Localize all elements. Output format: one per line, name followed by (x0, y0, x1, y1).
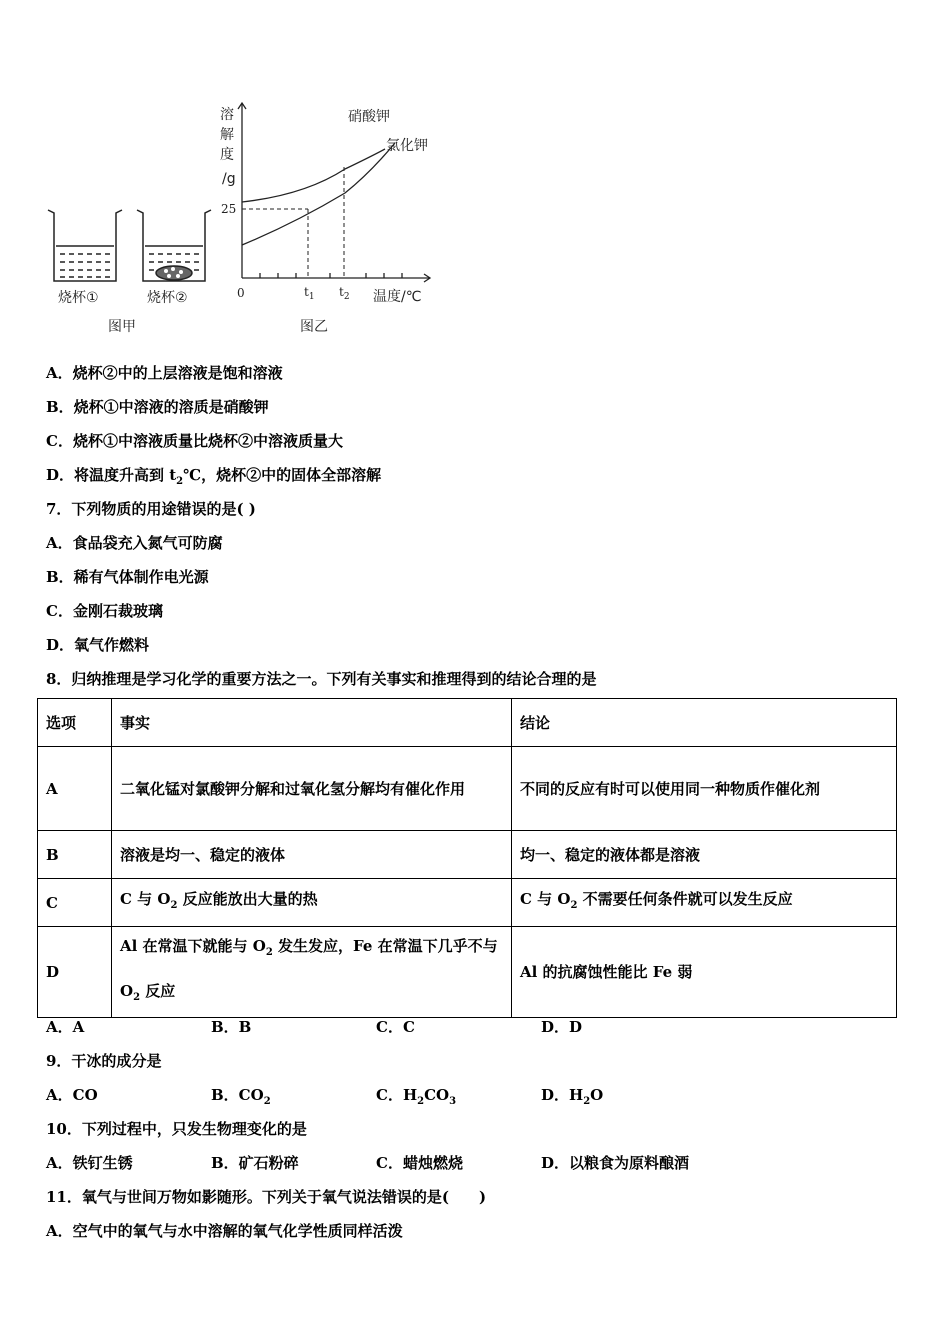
q9-option-b: B．$CO_2$ (211, 1086, 271, 1107)
beaker-1 (48, 210, 122, 281)
q10-option-c: C．蜡烛燃烧 (376, 1154, 463, 1172)
q7-stem: 7．下列物质的用途错误的是( ) (46, 500, 256, 518)
q9-option-d: D．$H_2O$ (541, 1086, 604, 1107)
table-row (38, 879, 897, 927)
row-d-conclusion: Al 的抗腐蚀性能比 Fe 弱 (512, 927, 897, 1018)
q8-answer-b: B．B (211, 1018, 252, 1036)
q11-stem: 11．氧气与世间万物如影随形。下列关于氧气说法错误的是( ) (46, 1188, 487, 1206)
header-conclusion: 结论 (512, 699, 897, 747)
table-row (38, 831, 897, 879)
beaker-2 (137, 210, 211, 281)
row-c-fact: C 与 $O_2$ 反应能放出大量的热 (112, 879, 512, 927)
header-option: 选项 (38, 699, 112, 747)
row-c-conclusion: C 与 $O_2$ 不需要任何条件就可以发生反应 (512, 879, 897, 927)
q8-table (37, 698, 897, 1018)
q7-option-c: C．金刚石裁玻璃 (46, 602, 163, 620)
q10-option-b: B．矿石粉碎 (211, 1154, 299, 1172)
q7-option-d: D．氧气作燃料 (46, 636, 150, 654)
table-row (38, 747, 897, 831)
t2-label: $t_2$ (339, 285, 350, 302)
y-label-4: /g (222, 171, 236, 187)
beaker-2-label: 烧杯② (147, 290, 188, 306)
row-a-conclusion: 不同的反应有时可以使用同一种物质作催化剂 (512, 747, 897, 831)
kcl-label: 氯化钾 (386, 138, 428, 154)
y-label-2: 解 (220, 127, 234, 143)
row-d-option: D (38, 927, 112, 1018)
row-c-option: C (38, 879, 112, 927)
row-b-conclusion: 均一、稳定的液体都是溶液 (512, 831, 897, 879)
q11-option-a: A．空气中的氧气与水中溶解的氧气化学性质同样活泼 (46, 1222, 403, 1240)
graph-axes (238, 103, 430, 282)
row-a-fact: 二氧化锰对氯酸钾分解和过氧化氢分解均有催化作用 (112, 747, 512, 831)
q10-stem: 10．下列过程中，只发生物理变化的是 (46, 1120, 307, 1138)
y-label-3: 度 (220, 147, 234, 163)
beaker-1-label: 烧杯① (58, 290, 99, 306)
kno3-curve (242, 143, 395, 245)
figure-svg (40, 95, 460, 340)
q7-option-a: A．食品袋充入氮气可防腐 (46, 534, 223, 552)
q9-option-a: A．CO (46, 1086, 98, 1104)
q8-answers (46, 1016, 582, 1037)
q9-stem: 9．干冰的成分是 (46, 1052, 162, 1070)
row-d-fact: Al 在常温下就能与 $O_2$ 发生发应，Fe 在常温下几乎不与 $O_2$ 反应 (112, 927, 512, 1018)
table-header-row (38, 699, 897, 747)
q6-option-b: B．烧杯①中溶液的溶质是硝酸钾 (46, 398, 269, 416)
row-a-option: A (38, 747, 112, 831)
figure-b-caption: 图乙 (300, 319, 328, 335)
q9-options (46, 1084, 603, 1107)
figure-a-caption: 图甲 (108, 319, 136, 335)
guide-lines (242, 167, 344, 278)
q9-option-c: C．$H_2CO_3$ (376, 1086, 457, 1107)
table-row (38, 927, 897, 1018)
q8-answer-d: D．D (541, 1018, 583, 1036)
q10-option-d: D．以粮食为原料酿酒 (541, 1154, 690, 1172)
q8-stem: 8．归纳推理是学习化学的重要方法之一。下列有关事实和推理得到的结论合理的是 (46, 670, 597, 688)
y-label-1: 溶 (220, 107, 234, 123)
q10-option-a: A．铁钉生锈 (46, 1154, 133, 1172)
q6-option-c: C．烧杯①中溶液质量比烧杯②中溶液质量大 (46, 432, 343, 450)
q6-option-d: D．将温度升高到 $t_2℃$，烧杯②中的固体全部溶解 (46, 466, 382, 487)
q8-answer-a: A．A (46, 1018, 85, 1036)
q7-option-b: B．稀有气体制作电光源 (46, 568, 209, 586)
q8-answer-c: C．C (376, 1018, 415, 1036)
row-b-option: B (38, 831, 112, 879)
kno3-label: 硝酸钾 (348, 109, 390, 125)
solubility-figure (40, 95, 460, 340)
x-axis-label: 温度/℃ (373, 289, 422, 305)
origin-label: 0 (237, 286, 245, 300)
q6-option-a: A．烧杯②中的上层溶液是饱和溶液 (46, 364, 283, 382)
header-fact: 事实 (112, 699, 512, 747)
q10-options (46, 1152, 689, 1173)
t1-label: $t_1$ (304, 285, 315, 302)
kcl-curve (242, 149, 385, 202)
y-tick-25: 25 (221, 202, 237, 216)
row-b-fact: 溶液是均一、稳定的液体 (112, 831, 512, 879)
